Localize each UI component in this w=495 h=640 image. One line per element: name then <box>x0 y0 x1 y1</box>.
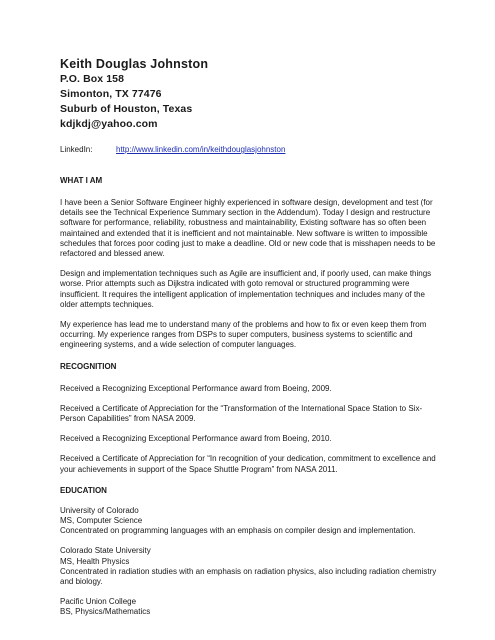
recognition-item-4: Received a Certificate of Appreciation for “In recognition of your dedication, commitment to excellence and your achievements in support of the Space Shuttle Program” from NASA 2011. <box>60 454 436 474</box>
address-line-2: Simonton, TX 77476 <box>60 88 162 100</box>
address-line-3: Suburb of Houston, Texas <box>60 103 193 115</box>
education-entry <box>60 597 440 617</box>
what-i-am-section <box>60 175 440 351</box>
education-degree: BS, Physics/Mathematics <box>60 607 151 617</box>
education-degree: MS, Health Physics <box>60 556 130 566</box>
linkedin-row <box>60 144 440 155</box>
education-entry <box>60 506 440 537</box>
applicant-name: Keith Douglas Johnston <box>60 57 209 71</box>
education-degree: MS, Computer Science <box>60 516 143 526</box>
education-note: Concentrated on programming languages with an emphasis on compiler design and implementation. <box>60 526 416 536</box>
what-i-am-paragraph-1: I have been a Senior Software Engineer highly experienced in software design, development and test (for details see the Technical Experience Summary section in the Addendum). Today I design and restructure software for performance, reliability, robustness and maintainability, Existing software has so often been maintained and extended that it is inefficient and not maintainable. New software is written to impossible schedules that forces poor coding just to make a deadline. Old or new code that is misshapen needs to be refactored and blessed anew. <box>60 198 436 259</box>
education-school: Colorado State University <box>60 546 151 556</box>
recognition-section <box>60 361 440 475</box>
what-i-am-paragraph-2: Design and implementation techniques such as Agile are insufficient and, if poorly used, can make things worse. Prior attempts such as Dijkstra indicated with goto removal or structured programming were insufficient. It requires the intelligent application of implementation techniques and includes many of the older attempts techniques. <box>60 269 432 309</box>
recognition-item-3: Received a Recognizing Exceptional Performance award from Boeing, 2010. <box>60 434 332 444</box>
address-line-1: P.O. Box 158 <box>60 73 125 85</box>
education-note: Concentrated in radiation studies with an emphasis on radiation physics, also including radiation chemistry and biology. <box>60 566 437 587</box>
linkedin-link[interactable]: http://www.linkedin.com/in/keithdouglasjohnston <box>116 145 286 154</box>
education-entry <box>60 546 440 587</box>
education-section <box>60 485 440 618</box>
section-heading-what-i-am: WHAT I AM <box>60 176 103 185</box>
section-heading-education: EDUCATION <box>60 485 107 495</box>
recognition-item-1: Received a Recognizing Exceptional Performance award from Boeing, 2009. <box>60 383 332 393</box>
recognition-item-2: Received a Certificate of Appreciation for the “Transformation of the International Space Station to Six-Person Capabilities” from NASA 2009. <box>60 403 423 424</box>
section-heading-recognition: RECOGNITION <box>60 361 117 371</box>
resume-page <box>60 56 440 618</box>
linkedin-label: LinkedIn: <box>60 145 93 154</box>
contact-header <box>60 56 440 132</box>
what-i-am-paragraph-3: My experience has lead me to understand many of the problems and how to fix or even keep them from occurring. My experience ranges from DSPs to super computers, business systems to scientific and engineering systems, and a wide selection of computer languages. <box>60 320 427 350</box>
education-school: Pacific Union College <box>60 597 137 607</box>
email-address: kdjkdj@yahoo.com <box>60 118 158 130</box>
education-school: University of Colorado <box>60 505 139 515</box>
